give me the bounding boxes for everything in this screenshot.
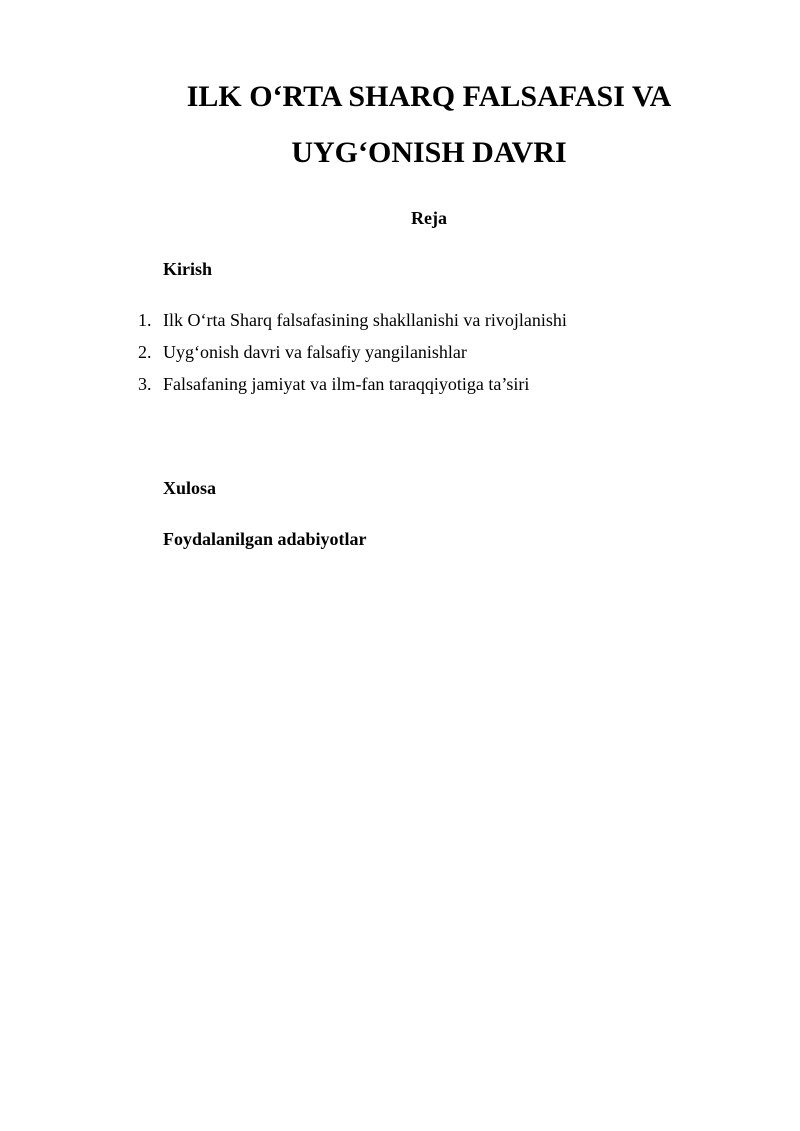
plan-list bbox=[0, 309, 800, 405]
conclusion-label: Xulosa bbox=[163, 478, 217, 498]
plan-item-text: Uyg‘onish davri va falsafiy yangilanishlar bbox=[163, 342, 467, 362]
intro-label: Kirish bbox=[163, 259, 213, 279]
plan-item-number: 3. bbox=[138, 374, 152, 394]
plan-list-item bbox=[0, 341, 800, 373]
document-title-line-1: ILK O‘RTA SHARQ FALSAFASI VA bbox=[186, 80, 672, 113]
plan-item-number: 1. bbox=[138, 310, 152, 330]
plan-item-text: Ilk O‘rta Sharq falsafasining shakllanishi va rivojlanishi bbox=[163, 310, 567, 330]
plan-item-number: 2. bbox=[138, 342, 152, 362]
plan-list-item bbox=[0, 373, 800, 405]
document-title-line-2: UYG‘ONISH DAVRI bbox=[291, 136, 567, 169]
references-label: Foydalanilgan adabiyotlar bbox=[163, 529, 367, 549]
plan-heading: Reja bbox=[411, 208, 447, 228]
plan-list-item bbox=[0, 309, 800, 341]
plan-item-text: Falsafaning jamiyat va ilm-fan taraqqiyotiga ta’siri bbox=[163, 374, 530, 394]
